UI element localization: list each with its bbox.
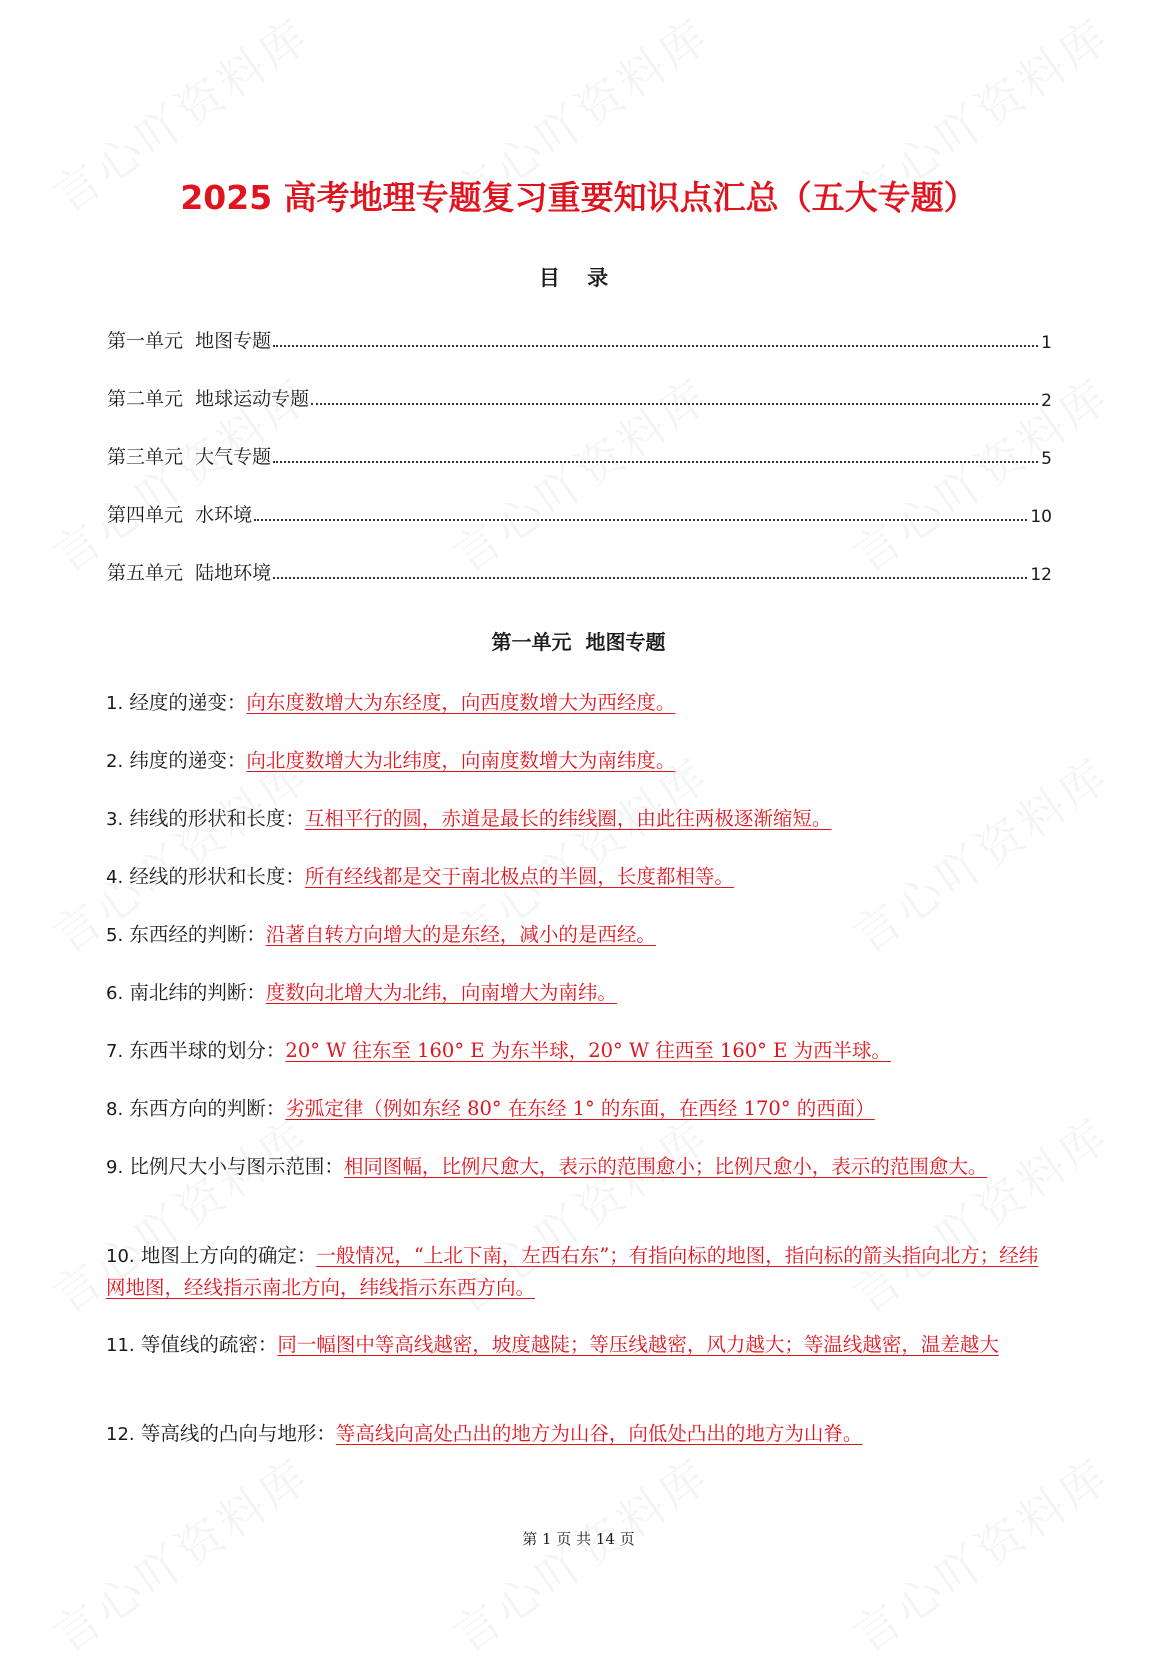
toc-entry[interactable] — [107, 497, 1052, 527]
item-number: 4. — [106, 867, 124, 888]
item-number: 8. — [106, 1099, 124, 1120]
list-item — [106, 687, 1056, 719]
item-number: 2. — [106, 751, 124, 772]
toc-entry-label: 第五单元 陆地环境 — [107, 562, 272, 584]
item-answer: 沿著自转方向增大的是东经，减小的是西经。 — [265, 923, 656, 946]
list-item — [106, 803, 1056, 835]
item-number: 6. — [106, 983, 124, 1004]
item-answer: 所有经线都是交于南北极点的半圆，长度都相等。 — [304, 865, 734, 888]
toc-entry-label: 第三单元 大气专题 — [107, 446, 272, 468]
toc-entry-page: 10 — [1030, 507, 1052, 527]
watermark — [38, 1440, 322, 1666]
list-item — [106, 1151, 1056, 1183]
item-answer: 一般情况，“上北下南，左西右东”；有指向标的地图，指向标的箭头指向北方；经纬网地图，经线指示南北方向，纬线指示东西方向。 — [106, 1244, 1039, 1299]
document-title: 2025 高考地理专题复习重要知识点汇总（五大专题） — [180, 178, 977, 217]
item-answer: 劣弧定律（例如东经 80° 在东经 1° 的东面，在西经 170° 的西面） — [285, 1097, 875, 1120]
item-question: 纬线的形状和长度： — [129, 807, 305, 830]
list-item — [106, 1035, 1056, 1067]
page-footer: 第 1 页 共 14 页 — [522, 1530, 635, 1548]
item-question: 等高线的凸向与地形： — [140, 1422, 336, 1445]
watermark — [838, 1440, 1122, 1666]
toc-entry-page: 2 — [1041, 391, 1052, 411]
list-item — [106, 919, 1056, 951]
toc-entry-label: 第四单元 水环境 — [107, 504, 253, 526]
toc-leader-dots — [273, 460, 1038, 463]
toc-leader-dots — [254, 518, 1027, 521]
toc-entry[interactable] — [107, 381, 1052, 411]
item-question: 南北纬的判断： — [129, 981, 266, 1004]
item-number: 5. — [106, 925, 124, 946]
list-item — [106, 1418, 1056, 1450]
item-answer: 20° W 往东至 160° E 为东半球，20° W 往西至 160° E 为西半球。 — [285, 1039, 892, 1062]
list-item — [106, 977, 1056, 1009]
item-answer: 互相平行的圆，赤道是最长的纬线圈，由此往两极逐渐缩短。 — [304, 807, 832, 830]
list-item — [106, 1093, 1056, 1125]
item-question: 纬度的递变： — [129, 749, 247, 772]
toc-leader-dots — [273, 576, 1027, 579]
toc-entry[interactable] — [107, 555, 1052, 585]
item-question: 经线的形状和长度： — [129, 865, 305, 888]
item-answer: 向东度数增大为东经度，向西度数增大为西经度。 — [246, 691, 676, 714]
item-number: 3. — [106, 809, 124, 830]
item-question: 比例尺大小与图示范围： — [129, 1155, 344, 1178]
item-answer: 等高线向高处凸出的地方为山谷，向低处凸出的地方为山脊。 — [335, 1422, 863, 1445]
item-question: 东西半球的划分： — [129, 1039, 286, 1062]
item-question: 经度的递变： — [129, 691, 247, 714]
toc-entry[interactable] — [107, 323, 1052, 353]
item-answer: 度数向北增大为北纬，向南增大为南纬。 — [265, 981, 617, 1004]
list-item — [106, 1329, 1056, 1361]
item-number: 10. — [106, 1246, 135, 1267]
item-answer: 同一幅图中等高线越密，坡度越陡；等压线越密，风力越大；等温线越密，温差越大 — [277, 1333, 999, 1356]
item-number: 7. — [106, 1041, 124, 1062]
item-answer: 相同图幅，比例尺愈大，表示的范围愈小；比例尺愈小，表示的范围愈大。 — [343, 1155, 988, 1178]
item-number: 11. — [106, 1335, 135, 1356]
item-question: 东西经的判断： — [129, 923, 266, 946]
toc-entry[interactable] — [107, 439, 1052, 469]
toc-entry-label: 第二单元 地球运动专题 — [107, 388, 310, 410]
item-question: 等值线的疏密： — [140, 1333, 278, 1356]
section-title: 第一单元 地图专题 — [491, 630, 666, 654]
item-question: 地图上方向的确定： — [140, 1244, 317, 1267]
item-question: 东西方向的判断： — [129, 1097, 286, 1120]
toc-entry-page: 1 — [1041, 333, 1052, 353]
toc-entry-page: 12 — [1030, 565, 1052, 585]
item-number: 9. — [106, 1157, 124, 1178]
list-item — [106, 745, 1056, 777]
toc-leader-dots — [311, 402, 1038, 405]
watermark — [438, 1440, 722, 1666]
toc-entry-page: 5 — [1041, 449, 1052, 469]
item-number: 1. — [106, 693, 124, 714]
item-number: 12. — [106, 1424, 135, 1445]
item-answer: 向北度数增大为北纬度，向南度数增大为南纬度。 — [246, 749, 676, 772]
toc-entry-label: 第一单元 地图专题 — [107, 330, 272, 352]
toc-heading: 目 录 — [538, 266, 619, 290]
list-item — [106, 861, 1056, 893]
list-item — [106, 1240, 1056, 1303]
toc-leader-dots — [273, 344, 1038, 347]
